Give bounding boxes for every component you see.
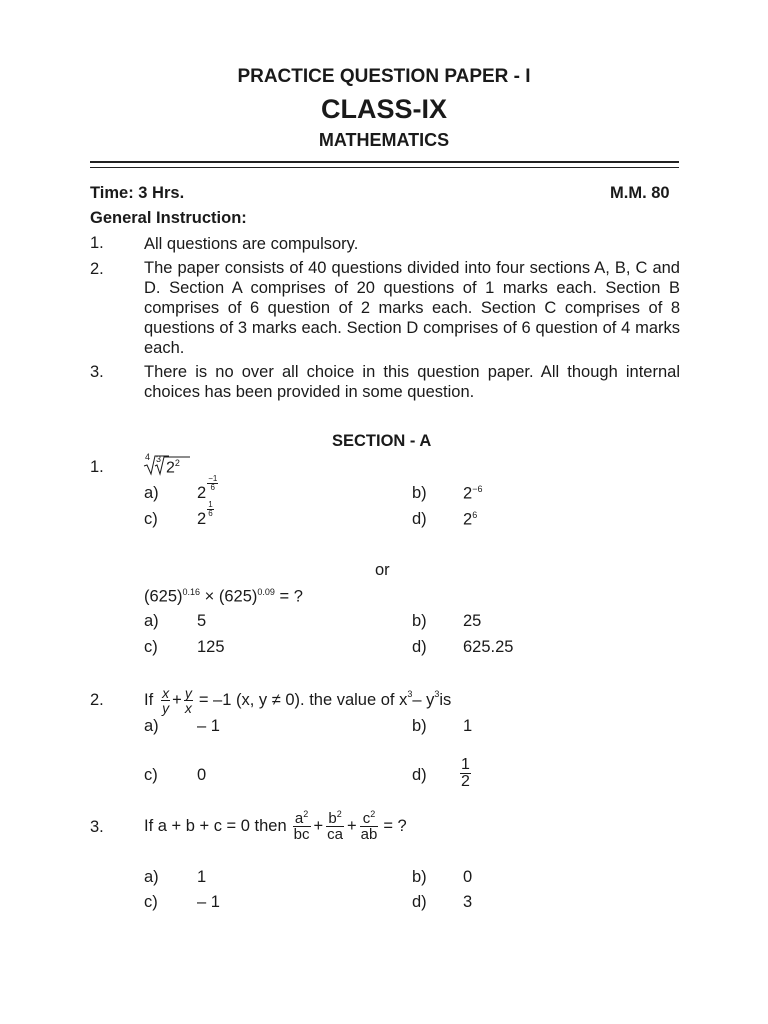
option-label: b): [412, 868, 427, 886]
option-label: d): [412, 766, 427, 784]
section-a-heading: SECTION - A: [332, 432, 432, 450]
option-value: $2^6$: [463, 510, 478, 529]
question-text: If $\frac{x}{y}$ + $\frac{y}{x}$ = –1 (x, y ≠ 0). the value of x $^3$ – y $^3$ is: [144, 684, 452, 716]
question-number: 2.: [90, 691, 104, 709]
option-value: – 1: [197, 717, 220, 735]
time-label: Time: 3 Hrs.: [90, 184, 185, 202]
option-value: 2 $\frac{1}{6}$: [197, 500, 213, 528]
or-separator: or: [375, 561, 390, 579]
option-value: 5: [197, 612, 207, 630]
option-label: d): [412, 638, 427, 656]
option-value: 0: [463, 868, 473, 886]
option-label: d): [412, 893, 427, 911]
option-value: – 1: [197, 893, 220, 911]
instruction-number: 2.: [90, 260, 104, 278]
option-label: a): [144, 612, 159, 630]
subject-heading: MATHEMATICS: [318, 130, 450, 150]
option-label: c): [144, 893, 158, 911]
max-marks: M.M. 80: [610, 184, 670, 202]
option-value: $\frac{1}{2}$: [461, 756, 470, 790]
instruction-text: All questions are compulsory.: [144, 235, 359, 253]
instruction-number: 3.: [90, 363, 104, 381]
instruction-number: 1.: [90, 234, 104, 252]
option-label: b): [412, 612, 427, 630]
option-value: 2 $\frac{-1}{6}$: [197, 474, 218, 502]
radicand: $2^2$: [166, 458, 180, 477]
option-value: 1: [197, 868, 207, 886]
option-label: b): [412, 717, 427, 735]
question-number: 3.: [90, 818, 104, 836]
option-label: d): [412, 510, 427, 528]
option-value: 3: [463, 893, 473, 911]
option-value: $2^{-6}$: [463, 484, 483, 503]
option-label: a): [144, 484, 159, 502]
paper-title: PRACTICE QUESTION PAPER - I: [237, 66, 531, 87]
option-label: c): [144, 510, 158, 528]
option-value: 1: [463, 717, 473, 735]
option-value: 125: [197, 638, 225, 656]
question-text: If a + b + c = 0 then $\frac{a^2}{bc}$ + $\frac{b^2}{ca}$ + $\frac{c^2}{ab}$ = ?: [144, 809, 407, 843]
question-number: 1.: [90, 458, 104, 476]
alternate-question: $(625)^{0.16} \times (625)^{0.09}$ = ?: [144, 587, 303, 606]
root-index: 3: [156, 454, 162, 464]
instruction-text: There is no over all choice in this question paper. All though internal choices has been provided in some question.: [144, 363, 680, 401]
option-value: 0: [197, 766, 207, 784]
option-label: b): [412, 484, 427, 502]
option-value: 625.25: [463, 638, 514, 656]
instructions-heading: General Instruction:: [90, 209, 247, 227]
instruction-text: The paper consists of 40 questions divided into four sections A, B, C and D. Section A comprises of 20 questions of 1 marks each. Section B comprises of 6 question of 2 marks each. Section C comprises of 8 questions of 3 marks each. Section D comprises of 6 question of 4 marks each.: [144, 259, 680, 357]
option-label: a): [144, 868, 159, 886]
header-rule-bottom: [90, 167, 679, 168]
option-label: a): [144, 717, 159, 735]
nested-radical: [142, 452, 192, 478]
option-label: c): [144, 766, 158, 784]
root-index: 4: [145, 452, 151, 462]
class-heading: CLASS-IX: [320, 94, 447, 124]
option-label: c): [144, 638, 158, 656]
option-value: 25: [463, 612, 482, 630]
header-rule-top: [90, 161, 679, 163]
